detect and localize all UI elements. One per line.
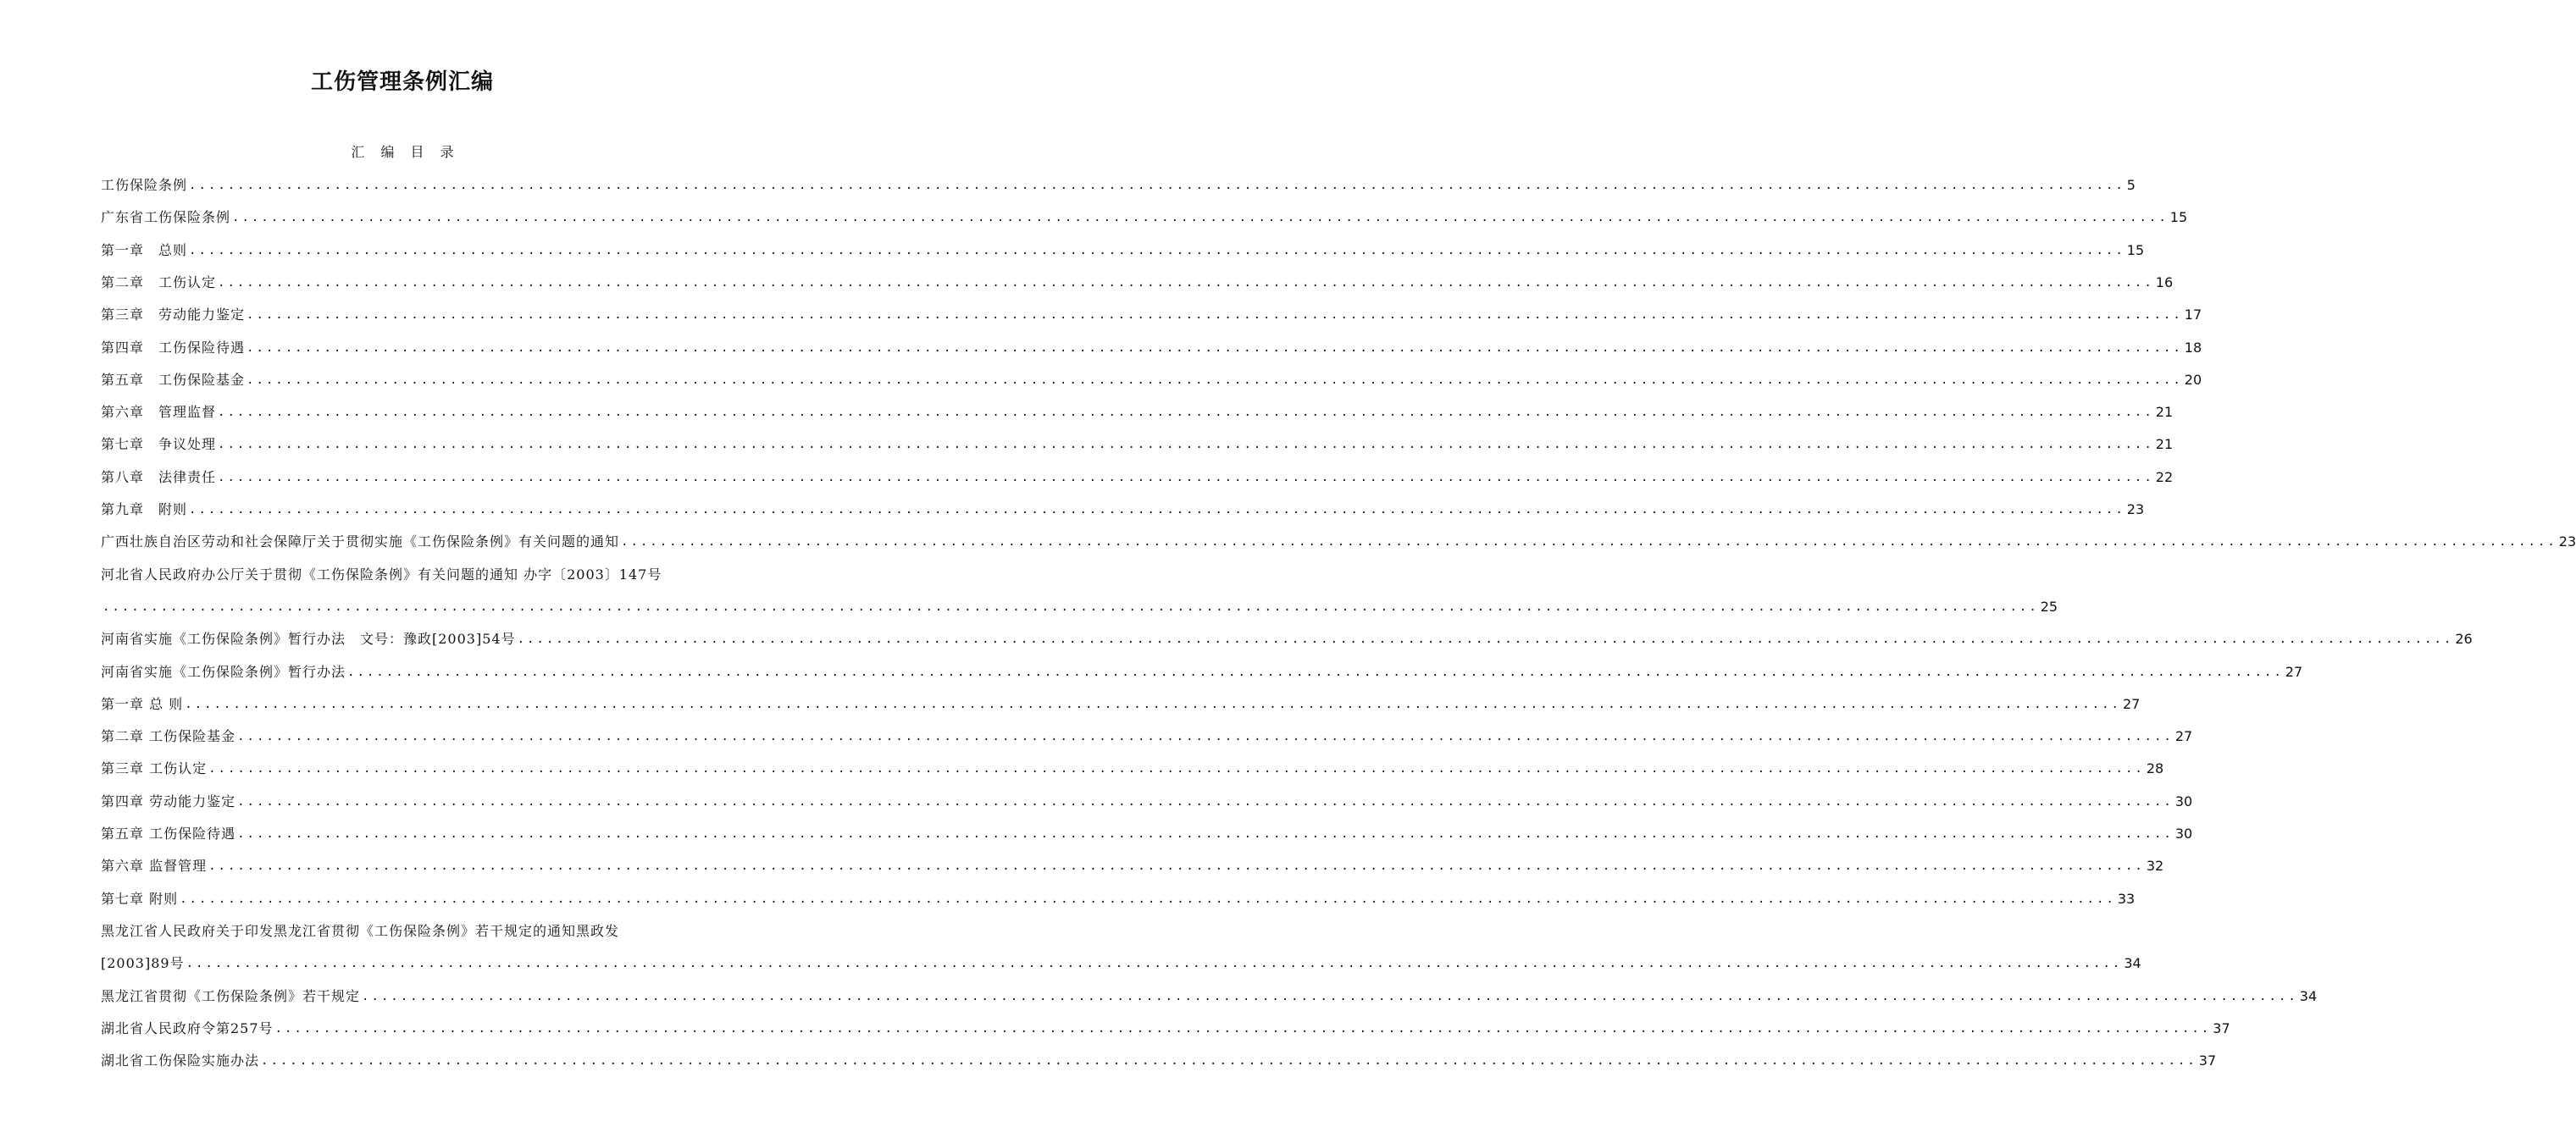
toc-dot-leader: ........................................................................................................................................................................................................ [247, 341, 2183, 355]
toc-entry-page-number: 26 [2455, 631, 2473, 647]
toc-entry[interactable] [101, 1017, 2230, 1037]
toc-entry[interactable] [101, 530, 2576, 550]
toc-dot-leader: ........................................................................................................................................................................................................ [247, 373, 2183, 387]
toc-dot-leader: ........................................................................................................................................................................................................ [347, 666, 2284, 679]
toc-entry[interactable] [101, 401, 2174, 421]
toc-entry-page-number: 17 [2184, 307, 2202, 323]
toc-entry-page-number: 30 [2174, 826, 2193, 842]
toc-entry[interactable] [101, 336, 2202, 356]
toc-entry[interactable] [101, 239, 2145, 259]
toc-entry-label: 工伤保险条例 [101, 177, 188, 193]
toc-entry-page-number: 16 [2155, 274, 2174, 290]
toc-entry[interactable] [101, 627, 2473, 648]
toc-dot-leader: ........................................................................................................................................................................................................ [232, 211, 2169, 224]
toc-entry-page-number: 22 [2155, 469, 2174, 485]
toc-entry-page-number: 23 [2558, 533, 2576, 550]
toc-dot-leader: ........................................................................................................................................................................................................ [621, 535, 2557, 549]
toc-entry-page-number: 21 [2155, 404, 2174, 420]
toc-dot-leader: ........................................................................................................................................................................................................ [362, 990, 2298, 1003]
toc-dot-leader: ........................................................................................................................................................................................................ [218, 471, 2154, 484]
toc-dot-leader: ........................................................................................................................................................................................................ [185, 698, 2121, 711]
toc-entry[interactable] [101, 757, 2164, 777]
toc-entry[interactable] [101, 174, 2136, 194]
toc-dot-leader: ........................................................................................................................................................................................................ [208, 859, 2145, 873]
toc-dot-leader: ........................................................................................................................................................................................................ [218, 438, 2154, 451]
toc-entry-label: 第八章 法律责任 [101, 469, 217, 485]
toc-entry[interactable] [101, 693, 2141, 713]
toc-entry-page-number: 37 [2198, 1052, 2217, 1069]
toc-entry-page-number: 37 [2213, 1020, 2230, 1036]
toc-entry-label: 河南省实施《工伤保险条例》暂行办法 [101, 664, 346, 680]
toc-dot-leader: ........................................................................................................................................................................................................ [237, 795, 2174, 809]
toc-entry[interactable] [101, 466, 2174, 486]
toc-dot-leader: ........................................................................................................................................................................................................ [274, 1022, 2212, 1036]
toc-entry[interactable] [101, 368, 2202, 389]
toc-entry-label: 第五章 工伤保险待遇 [101, 826, 236, 842]
toc-entry-label: [2003]89号 [101, 955, 185, 971]
toc-entry-page-number: 5 [2126, 177, 2136, 193]
toc-dot-leader: ........................................................................................................................................................................................................ [261, 1054, 2197, 1068]
toc-entry-label: 黑龙江省贯彻《工伤保险条例》若干规定 [101, 988, 361, 1004]
toc-entry-label: 第五章 工伤保险基金 [101, 372, 246, 388]
toc-dot-leader: ........................................................................................................................................................................................................ [102, 600, 2039, 614]
toc-dot-leader: ........................................................................................................................................................................................................ [237, 827, 2174, 841]
toc-entry[interactable] [101, 303, 2202, 323]
toc-entry-label: 第一章 总则 [101, 242, 188, 258]
toc-entry[interactable] [101, 271, 2174, 291]
toc-dot-leader: ........................................................................................................................................................................................................ [189, 244, 2125, 257]
document-title: 工伤管理条例汇编 [310, 69, 494, 95]
toc-dot-leader: ........................................................................................................................................................................................................ [247, 308, 2183, 322]
toc-entry-label: 河南省实施《工伤保险条例》暂行办法 文号：豫政[2003]54号 [101, 631, 516, 647]
toc-entry[interactable] [101, 854, 2164, 875]
toc-entry-label: 第六章 管理监督 [101, 404, 217, 420]
toc-entry-label: 第四章 工伤保险待遇 [101, 340, 246, 356]
toc-entry-page-number: 25 [2040, 599, 2058, 615]
toc-entry-page-number: 15 [2126, 242, 2145, 258]
toc-entry-page-number: 30 [2174, 793, 2193, 809]
toc-entry-label: 湖北省人民政府令第257号 [101, 1020, 274, 1036]
toc-dot-leader: ........................................................................................................................................................................................................ [208, 762, 2145, 776]
toc-entry-label: 第七章 附则 [101, 891, 179, 907]
toc-dot-leader: ........................................................................................................................................................................................................ [189, 503, 2125, 517]
toc-entry-label: 第四章 劳动能力鉴定 [101, 793, 236, 809]
toc-entry-label: 广西壮族自治区劳动和社会保障厅关于贯彻实施《工伤保险条例》有关问题的通知 [101, 533, 620, 550]
toc-entry-label: 湖北省工伤保险实施办法 [101, 1052, 260, 1069]
toc-entry[interactable] [101, 433, 2174, 453]
toc-entry[interactable] [101, 595, 2058, 616]
toc-entry-page-number: 34 [2299, 988, 2318, 1004]
toc-entry-page-number: 21 [2155, 436, 2174, 452]
toc-entry[interactable] [101, 920, 704, 940]
toc-entry-page-number: 18 [2184, 340, 2202, 356]
toc-entry[interactable] [101, 498, 2145, 518]
toc-entry-label: 第三章 劳动能力鉴定 [101, 307, 246, 323]
toc-entry-label: 第三章 工伤认定 [101, 760, 208, 776]
toc-entry-label: 广东省工伤保险条例 [101, 209, 231, 225]
toc-entry[interactable] [101, 790, 2193, 810]
toc-entry-page-number: 32 [2146, 858, 2164, 874]
toc-entry-label: 河北省人民政府办公厅关于贯彻《工伤保险条例》有关问题的通知 办字〔2003〕147号 [101, 566, 662, 583]
toc-dot-leader: ........................................................................................................................................................................................................ [186, 957, 2123, 970]
toc-dot-leader: ........................................................................................................................................................................................................ [517, 633, 2454, 646]
toc-entry-page-number: 27 [2285, 664, 2303, 680]
toc-entry-label: 第九章 附则 [101, 501, 188, 517]
toc-entry-page-number: 28 [2146, 760, 2164, 776]
toc-entry-label: 第二章 工伤保险基金 [101, 728, 236, 744]
toc-entry-label: 黑龙江省人民政府关于印发黑龙江省贯彻《工伤保险条例》若干规定的通知黑政发 [101, 923, 620, 939]
toc-entry-label: 第二章 工伤认定 [101, 274, 217, 290]
toc-entry[interactable] [101, 887, 2136, 908]
toc-entry-page-number: 23 [2126, 501, 2145, 517]
toc-entry[interactable] [101, 985, 2318, 1005]
toc-entry[interactable] [101, 952, 2141, 972]
toc-entry[interactable] [101, 1049, 2217, 1069]
toc-dot-leader: ........................................................................................................................................................................................................ [180, 892, 2116, 906]
toc-entry-page-number: 34 [2124, 955, 2141, 971]
toc-dot-leader: ........................................................................................................................................................................................................ [237, 730, 2174, 743]
toc-entry-page-number: 20 [2184, 372, 2202, 388]
toc-entry-page-number: 27 [2174, 728, 2193, 744]
toc-entry-label: 第六章 监督管理 [101, 858, 208, 874]
toc-entry[interactable] [101, 725, 2193, 745]
toc-entry-page-number: 15 [2169, 209, 2188, 225]
toc-entry[interactable] [101, 563, 704, 583]
toc-dot-leader: ........................................................................................................................................................................................................ [189, 179, 2125, 192]
toc-dot-leader: ........................................................................................................................................................................................................ [218, 406, 2154, 419]
toc-entry-label: 第七章 争议处理 [101, 436, 217, 452]
toc-dot-leader: ........................................................................................................................................................................................................ [218, 276, 2154, 290]
toc-entry[interactable] [101, 206, 2188, 226]
toc-entry[interactable] [101, 822, 2193, 842]
toc-entry-page-number: 27 [2122, 696, 2141, 712]
toc-heading: 汇 编 目 录 [351, 144, 454, 160]
toc-entry-page-number: 33 [2117, 891, 2136, 907]
toc-entry-label: 第一章 总 则 [101, 696, 184, 712]
toc-entry[interactable] [101, 660, 2303, 681]
